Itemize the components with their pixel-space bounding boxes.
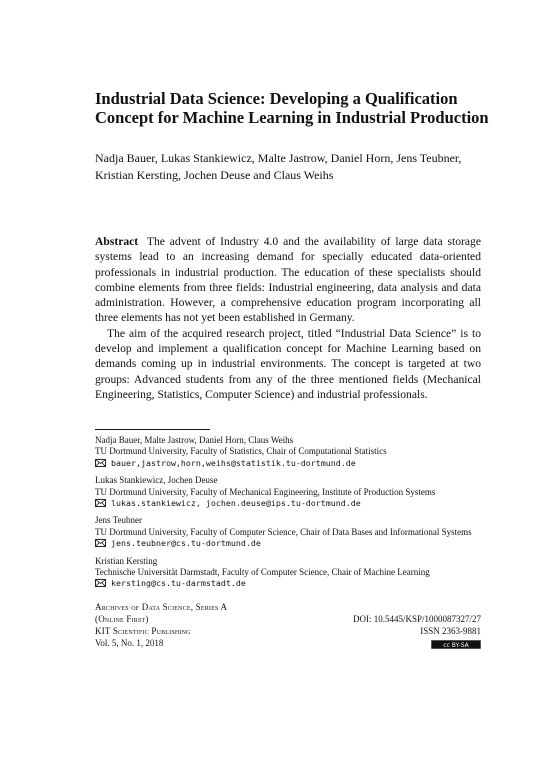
- volume-info: Vol. 5, No. 1, 2018: [95, 638, 164, 649]
- affiliation-email-row: [95, 538, 481, 549]
- issn: ISSN 2363-9881: [420, 626, 481, 637]
- author-list: Nadja Bauer, Lukas Stankiewicz, Malte Jastrow, Daniel Horn, Jens Teubner, Kristian Kersting, Jochen Deuse and Claus Weihs: [95, 151, 462, 182]
- publication-footer: [95, 602, 481, 650]
- affiliation-block: [95, 435, 481, 469]
- affiliation-names: Kristian Kersting: [95, 555, 158, 566]
- footer-row: [95, 626, 481, 638]
- envelope-icon: [95, 539, 106, 547]
- cc-license-badge[interactable]: cc BY-SA: [431, 640, 481, 649]
- affiliation-block: [95, 515, 481, 549]
- affiliation-email-row: [95, 458, 481, 469]
- affiliation-department: TU Dortmund University, Faculty of Mechanical Engineering, Institute of Production Systems: [95, 486, 436, 497]
- abstract-label: Abstract: [95, 235, 139, 248]
- affiliation-email[interactable]: bauer,jastrow,horn,weihs@statistik.tu-dortmund.de: [111, 457, 356, 468]
- envelope-icon: [95, 499, 106, 507]
- abstract-paragraph-1: [95, 234, 481, 326]
- affiliation-department: Technische Universität Darmstadt, Faculty of Computer Science, Chair of Machine Learning: [95, 567, 430, 578]
- affiliation-department: TU Dortmund University, Faculty of Computer Science, Chair of Data Bases and Informational Systems: [95, 526, 472, 537]
- affiliation-block: [95, 556, 481, 590]
- affiliation-email[interactable]: kersting@cs.tu-darmstadt.de: [111, 578, 246, 589]
- affiliation-names: Jens Teubner: [95, 515, 142, 526]
- journal-name: Archives of Data Science, Series A: [95, 602, 228, 613]
- affiliation-names: Nadja Bauer, Malte Jastrow, Daniel Horn, Claus Weihs: [95, 435, 294, 445]
- abstract-section: [95, 234, 481, 402]
- online-first-label: (Online First): [95, 614, 149, 625]
- footer-row: [95, 638, 481, 650]
- affiliation-email[interactable]: jens.teubner@cs.tu-dortmund.de: [111, 538, 261, 549]
- footer-row: [95, 614, 481, 626]
- affiliations: [95, 435, 481, 596]
- affiliation-email-row: [95, 578, 481, 589]
- abstract-paragraph-2: The aim of the acquired research project, titled “Industrial Data Science” is to develop and implement a qualification concept for Machine Learning based on demands coming up in industrial environments. The concept is targeted at two groups: Advanced students from any of the three mentioned fields (Mechanical Engineering, Statistics, Computer Science) and industrial professionals.: [95, 326, 481, 401]
- abstract-text-1: The advent of Industry 4.0 and the availability of large data storage systems lead to an increasing demand for specially educated data-oriented professionals in industrial production. The education of these specialists should combine elements from three fields: Industrial engineering, data analysis and data administration. However, a comprehensive education program incorporating all three elements has not yet been established in Germany.: [95, 235, 481, 325]
- affiliation-email-row: [95, 498, 481, 509]
- paper-title: Industrial Data Science: Developing a Qualification Concept for Machine Learning in Industrial Production: [95, 89, 489, 127]
- envelope-icon: [95, 459, 106, 467]
- publisher-name: KIT Scientific Publishing: [95, 626, 191, 637]
- affiliation-email[interactable]: lukas.stankiewicz, jochen.deuse@ips.tu-dortmund.de: [111, 498, 361, 509]
- envelope-icon: [95, 579, 106, 587]
- affiliation-block: [95, 475, 481, 509]
- doi[interactable]: DOI: 10.5445/KSP/1000087327/27: [352, 614, 481, 625]
- affiliation-department: TU Dortmund University, Faculty of Statistics, Chair of Computational Statistics: [95, 446, 387, 457]
- footnote-rule: [95, 429, 210, 430]
- affiliation-names: Lukas Stankiewicz, Jochen Deuse: [95, 475, 218, 486]
- footer-row: [95, 602, 481, 614]
